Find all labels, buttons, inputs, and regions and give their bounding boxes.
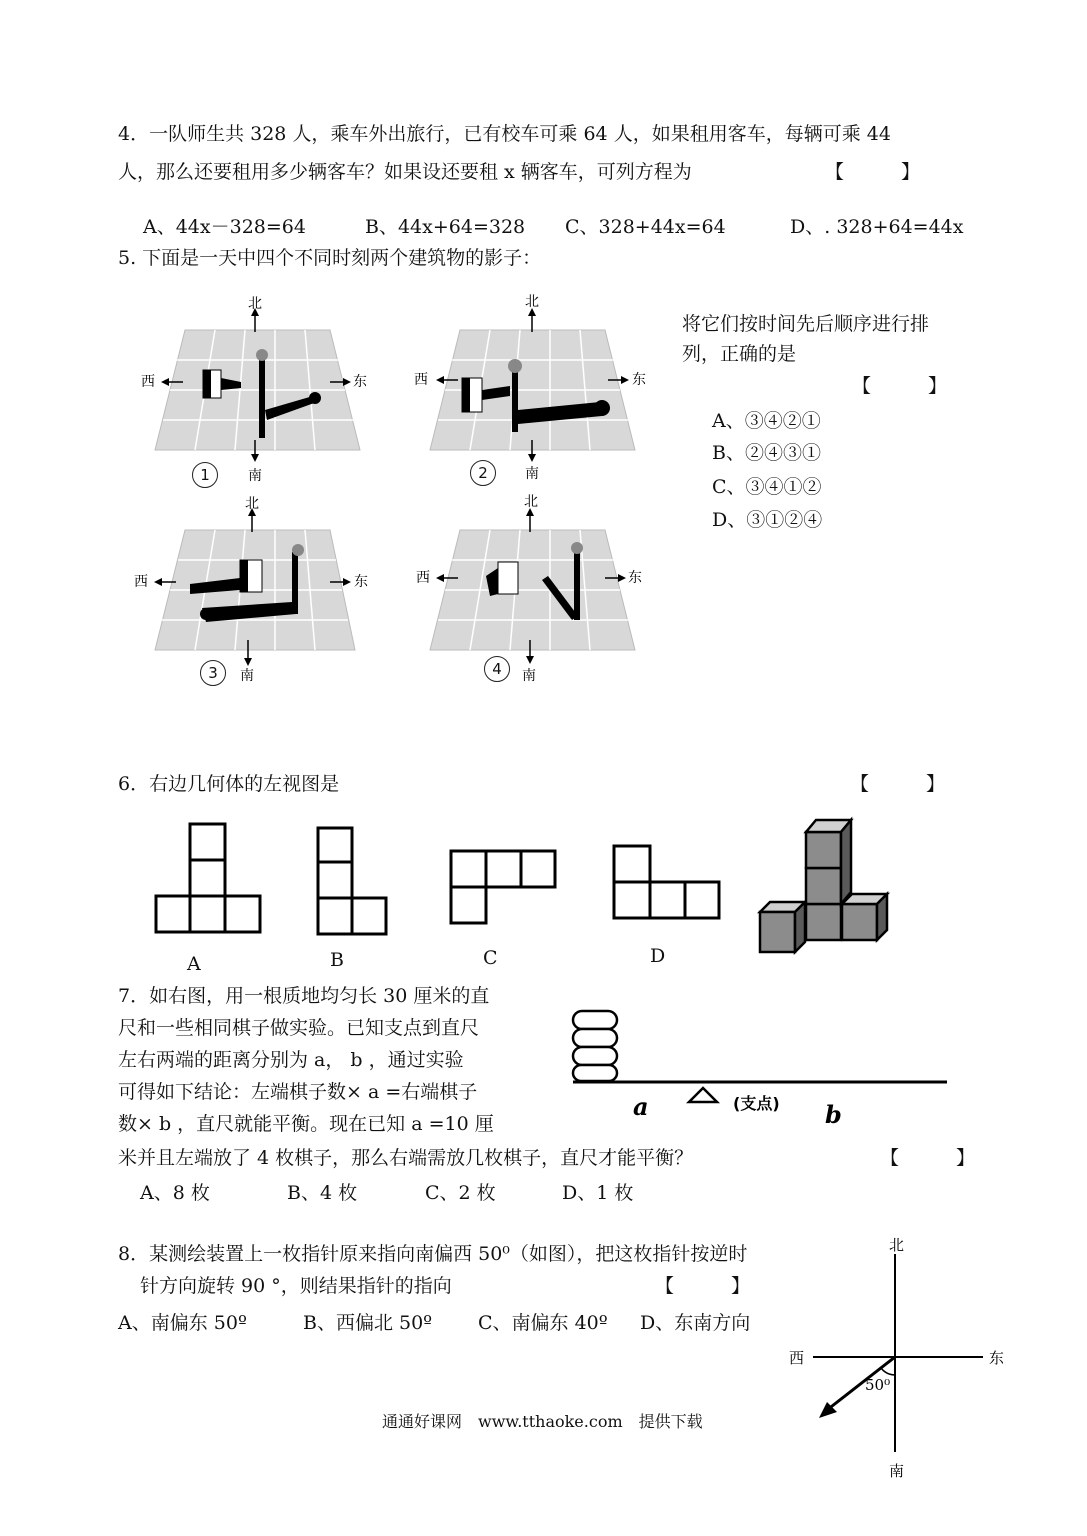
q8-compass-figure [785, 1230, 1015, 1480]
figure-number-2: 2 [470, 460, 496, 486]
q6-label-a: A [187, 953, 201, 975]
q5-option-d: D、③①②④ [712, 509, 823, 531]
east-label: 东 [353, 374, 367, 390]
q4-bracket: 【 】 [825, 161, 921, 183]
west-label: 西 [134, 574, 148, 590]
north-label: 北 [525, 294, 539, 310]
q6-view-d [608, 840, 728, 930]
q6-view-a [150, 820, 270, 940]
south-label: 南 [525, 466, 539, 482]
q4-line1: 4．一队师生共 328 人，乘车外出旅行，已有校车可乘 64 人，如果租用客车，每辆可乘 44 [118, 123, 891, 145]
q7-line6: 米并且左端放了 4 枚棋子，那么右端需放几枚棋子，直尺才能平衡？ [118, 1147, 694, 1169]
q4-option-b: B、44x+64=328 [365, 216, 526, 238]
q8-line1: 8．某测绘装置上一枚指针原来指向南偏西 50⁰（如图），把这枚指针按逆时 [118, 1243, 748, 1265]
q5-option-c: C、③④①② [712, 476, 822, 498]
q7-line2: 尺和一些相同棋子做实验。已知支点到直尺 [118, 1017, 480, 1039]
q6-label-d: D [650, 945, 666, 967]
q7-bracket: 【 】 [880, 1147, 976, 1169]
fulcrum-label: (支点) [733, 1094, 780, 1113]
label-a: a [633, 1092, 649, 1121]
fulcrum-icon [689, 1088, 717, 1102]
q5-side-line1: 将它们按时间先后顺序进行排 [682, 313, 930, 335]
q6-label-c: C [483, 947, 498, 969]
angle-label: 50⁰ [865, 1376, 891, 1394]
shadow-figure-2-graphic [410, 290, 650, 490]
shadow-figure-3-graphic [130, 490, 370, 690]
north-label: 北 [248, 296, 262, 312]
q8-option-b: B、西偏北 50º [303, 1312, 433, 1334]
q8-option-a: A、南偏东 50º [118, 1312, 247, 1334]
south-label: 南 [522, 668, 536, 684]
shadow-figure-4-graphic [410, 490, 650, 690]
north-label: 北 [889, 1236, 905, 1254]
north-label: 北 [245, 496, 259, 512]
q7-option-d: D、1 枚 [562, 1182, 634, 1204]
q5-title: 5. 下面是一天中四个不同时刻两个建筑物的影子： [118, 247, 542, 269]
q6-view-b [312, 822, 402, 942]
q8-option-c: C、南偏东 40º [478, 1312, 608, 1334]
south-label: 南 [240, 668, 254, 684]
west-label: 西 [789, 1349, 805, 1367]
q4-option-a: A、44x－328=64 [143, 216, 306, 238]
q8-bracket: 【 】 [655, 1275, 751, 1297]
q7-line3: 左右两端的距离分别为 a， b ，通过实验 [118, 1049, 464, 1071]
q5-option-b: B、②④③① [712, 442, 821, 464]
north-label: 北 [524, 494, 538, 510]
q7-option-b: B、4 枚 [287, 1182, 358, 1204]
q7-line5: 数× b ，直尺就能平衡。现在已知 a =10 厘 [118, 1113, 494, 1135]
q4-option-d: D、. 328+64=44x [790, 216, 964, 238]
q7-line4: 可得如下结论：左端棋子数× a =右端棋子 [118, 1081, 478, 1103]
q6-view-c [445, 845, 565, 935]
shadow-figure-3 [130, 490, 370, 690]
q8-line2: 针方向旋转 90 °，则结果指针的指向 [140, 1275, 452, 1297]
q5-bracket: 【 】 [852, 375, 948, 397]
south-label: 南 [248, 468, 262, 484]
label-b: b [825, 1100, 842, 1129]
shadow-figure-2 [410, 290, 650, 490]
east-label: 东 [632, 372, 646, 388]
q6-bracket: 【 】 [850, 773, 946, 795]
chess-piece-stack [573, 1011, 617, 1081]
q7-option-c: C、2 枚 [425, 1182, 496, 1204]
q5-side-line2: 列，正确的是 [682, 343, 797, 365]
shadow-figure-1-graphic [135, 290, 375, 490]
q7-option-a: A、8 枚 [140, 1182, 210, 1204]
q4-line2: 人，那么还要租用多少辆客车？如果设还要租 x 辆客车，可列方程为 [118, 161, 692, 183]
figure-number-3: 3 [200, 660, 226, 686]
shadow-figure-4 [410, 490, 650, 690]
east-label: 东 [989, 1349, 1005, 1367]
figure-number-1: 1 [192, 462, 218, 488]
q6-title: 6．右边几何体的左视图是 [118, 773, 340, 795]
shadow-figure-1 [135, 290, 375, 490]
angle-arc [881, 1368, 895, 1375]
q6-solid-figure [750, 812, 900, 962]
west-label: 西 [414, 372, 428, 388]
q4-option-c: C、328+44x=64 [565, 216, 726, 238]
east-label: 东 [628, 570, 642, 586]
q7-balance-figure [565, 1005, 955, 1135]
q8-option-d: D、东南方向 [640, 1312, 751, 1334]
west-label: 西 [141, 374, 155, 390]
east-label: 东 [354, 574, 368, 590]
footer-text: 通通好课网 www.tthaoke.com 提供下载 [382, 1412, 703, 1431]
figure-number-4: 4 [484, 656, 510, 682]
west-label: 西 [416, 570, 430, 586]
south-label: 南 [889, 1462, 905, 1480]
q5-option-a: A、③④②① [712, 410, 821, 432]
q6-label-b: B [330, 949, 344, 971]
q7-line1: 7．如右图，用一根质地均匀长 30 厘米的直 [118, 985, 490, 1007]
